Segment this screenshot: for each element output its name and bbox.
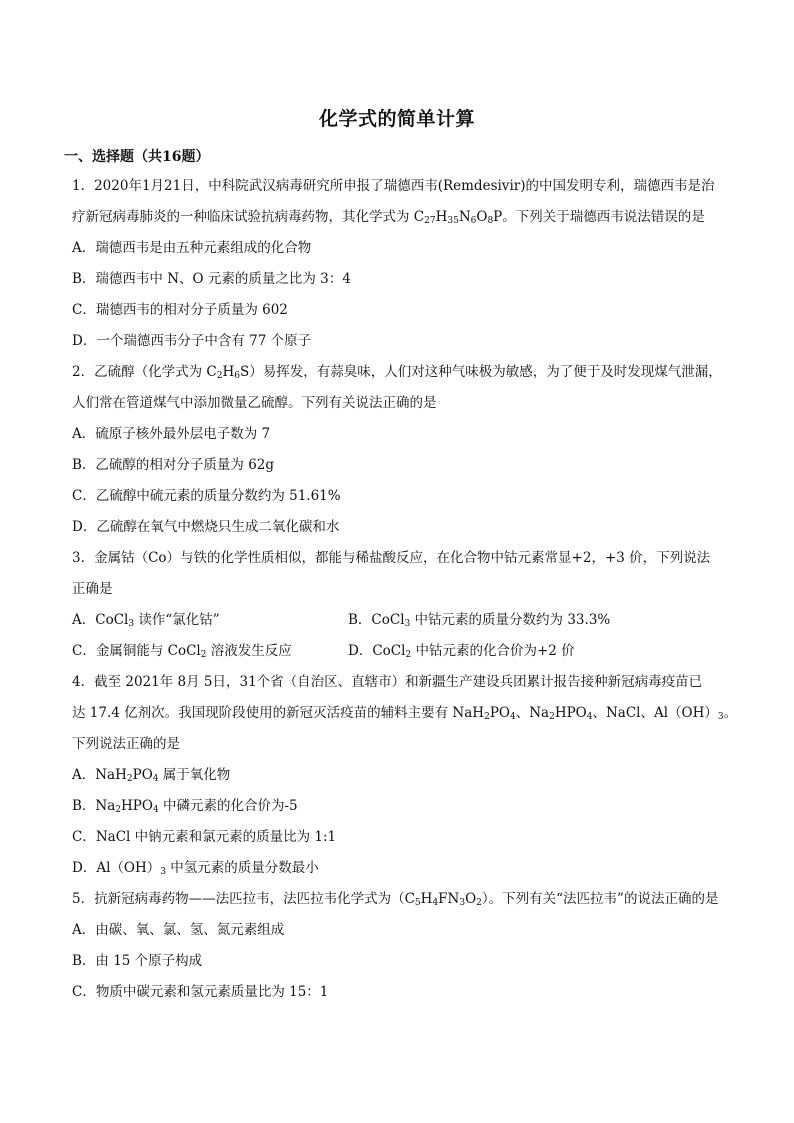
question-2-option-c: C．乙硫醇中硫元素的质量分数约为 51.61% [72,488,341,504]
question-list [72,171,738,1008]
question-4-stem-line-2: 达 17.4 亿剂次。我国现阶段使用的新冠灭活疫苗的辅料主要有 $NaH_2PO_4$、$Na_2HPO_4$、NaCl、$Al(OH)_3$。 [72,705,738,722]
question-2-option-d: D．乙硫醇在氧气中燃烧只生成二氧化碳和水 [72,519,340,535]
question-3-option-a: A．CoCl$_3$ 读作“氯化钴” [72,612,220,629]
question-5-option-b: B．由 15 个原子构成 [72,953,203,969]
page-title: 化学式的简单计算 [318,108,475,130]
question-2-stem-line-2: 人们常在管道煤气中添加微量乙硫醇。下列有关说法正确的是 [72,395,437,411]
question-3-options-row-1 [72,605,732,636]
question-3-stem-line-1: 3．金属钴（Co）与铁的化学性质相似，都能与稀盐酸反应，在化合物中钴元素常显+2，+3 价，下列说法 [72,550,711,566]
question-2-stem-line-1: 2．乙硫醇（化学式为 $C_2H_6S$）易挥发，有蒜臭味，人们对这种气味极为敏感，为了便于及时发现煤气泄漏， [72,364,722,381]
question-3-option-d: D．CoCl$_2$ 中钴元素的化合价为+2 价 [348,643,575,660]
question-3-options-row-2 [72,636,732,667]
question-1-option-b: B．瑞德西韦中 N、O 元素的质量之比为 3：4 [72,271,351,287]
question-3-option-c: C．金属铜能与 CoCl$_2$ 溶液发生反应 [72,643,292,660]
question-4-stem-line-3: 下列说法正确的是 [72,736,180,752]
question-4-option-c: C．NaCl 中钠元素和氯元素的质量比为 1:1 [72,829,337,845]
question-4-stem-line-1: 4．截至 2021年 8月 5日，31个省（自治区、直辖市）和新疆生产建设兵团累计报告接种新冠病毒疫苗已 [72,674,703,690]
question-4-option-b: B．$Na_2HPO_4$ 中磷元素的化合价为-5 [72,798,298,815]
question-2-option-a: A．硫原子核外最外层电子数为 7 [72,426,271,442]
question-4-option-d: D．$Al(OH)_3$ 中氢元素的质量分数最小 [72,860,319,877]
question-3-stem-line-2: 正确是 [72,581,113,597]
question-3-option-b: B．CoCl$_3$ 中钴元素的质量分数约为 33.3% [348,612,611,629]
question-1-stem-line-2: 疗新冠病毒肺炎的一种临床试验抗病毒药物，其化学式为 $C_{27}H_{35}N_6O_8P$。下列关于瑞德西韦说法错误的是 [72,209,705,226]
question-5-option-a: A．由碳、氧、氯、氢、氮元素组成 [72,922,285,938]
question-1-option-d: D．一个瑞德西韦分子中含有 77 个原子 [72,333,312,349]
question-1-option-c: C．瑞德西韦的相对分子质量为 602 [72,302,288,318]
question-1-option-a: A．瑞德西韦是由五种元素组成的化合物 [72,240,312,256]
question-4-option-a: A．$NaH_2PO_4$ 属于氧化物 [72,767,231,784]
question-2-option-b: B．乙硫醇的相对分子质量为 62g [72,457,275,473]
question-5-stem-line-1: 5．抗新冠病毒药物——法匹拉韦，法匹拉韦化学式为$(C_5H_4FN_3O_2)$。下列有关“法匹拉韦”的说法正确的是 [72,891,719,908]
section-heading: 一、选择题（共16题） [64,149,210,165]
question-5-option-c: C．物质中碳元素和氢元素质量比为 15：1 [72,984,329,1000]
question-1-stem-line-1: 1．2020年1月21日，中科院武汉病毒研究所申报了瑞德西韦(Remdesivir)的中国发明专利，瑞德西韦是治 [72,178,715,194]
